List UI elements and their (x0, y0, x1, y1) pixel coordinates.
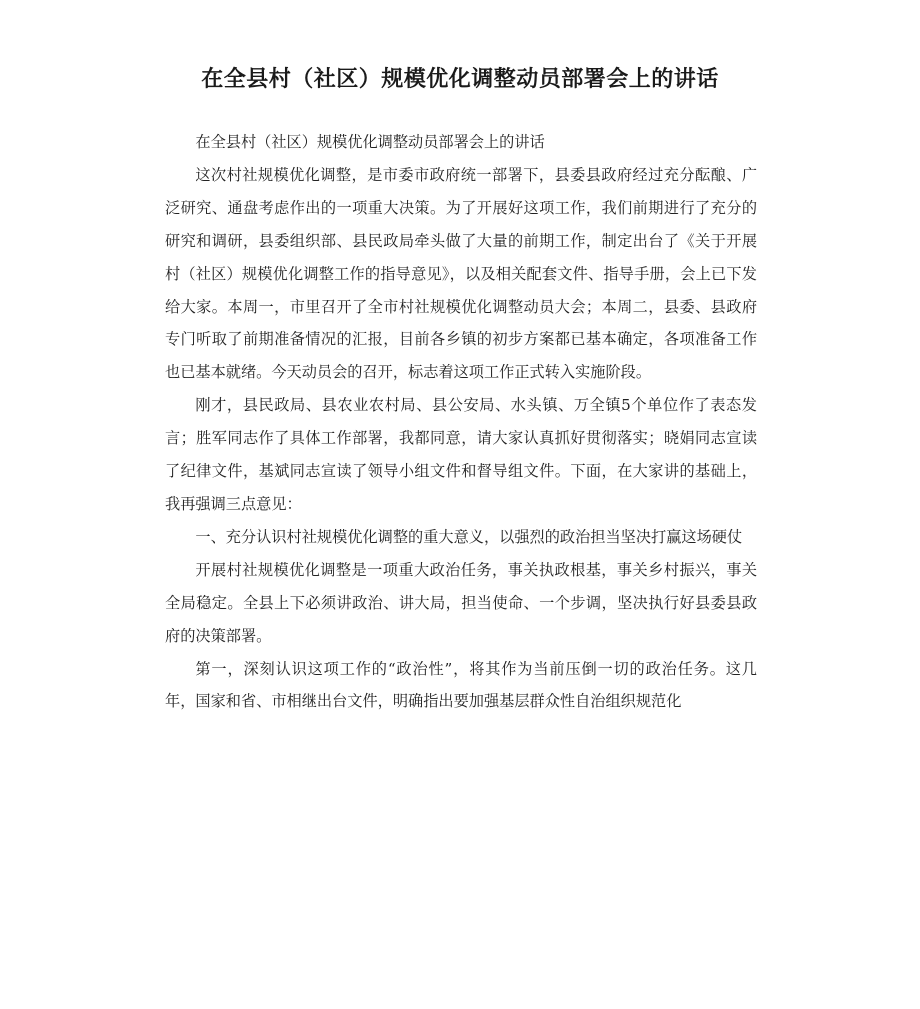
section-heading-1: 一、充分认识村社规模优化调整的重大意义，以强烈的政治担当坚决打赢这场硬仗 (195, 527, 743, 546)
document-body (165, 126, 757, 718)
paragraph-intro: 这次村社规模优化调整，是市委市政府统一部署下，县委县政府经过充分酝酿、广泛研究、通盘考虑作出的一项重大决策。为了开展好这项工作，我们前期进行了充分的研究和调研，县委组织部、县民政局牵头做了大量的前期工作，制定出台了《关于开展村（社区）规模优化调整工作的指导意见》，以及相关配套文件、指导手册，会上已下发给大家。本周一，市里召开了全市村社规模优化调整动员大会；本周二，县委、县政府专门听取了前期准备情况的汇报，目前各乡镇的初步方案都已基本确定，各项准备工作也已基本就绪。今天动员会的召开，标志着这项工作正式转入实施阶段。 (165, 165, 757, 382)
paragraph-remarks: 刚才，县民政局、县农业农村局、县公安局、水头镇、万全镇5个单位作了表态发言；胜军同志作了具体工作部署，我都同意，请大家认真抓好贯彻落实；晓娟同志宣读了纪律文件，基斌同志宣读了领导小组文件和督导组文件。下面，在大家讲的基础上，我再强调三点意见： (165, 396, 757, 513)
document-title: 在全县村（社区）规模优化调整动员部署会上的讲话 (201, 67, 719, 92)
paragraph-significance: 开展村社规模优化调整是一项重大政治任务，事关执政根基，事关乡村振兴，事关全局稳定。全县上下必须讲政治、讲大局，担当使命、一个步调，坚决执行好县委县政府的决策部署。 (165, 560, 757, 645)
paragraph-first-point: 第一，深刻认识这项工作的“政治性”，将其作为当前压倒一切的政治任务。这几年，国家和省、市相继出台文件，明确指出要加强基层群众性自治组织规范化 (165, 659, 757, 711)
paragraph-subtitle: 在全县村（社区）规模优化调整动员部署会上的讲话 (195, 133, 545, 151)
